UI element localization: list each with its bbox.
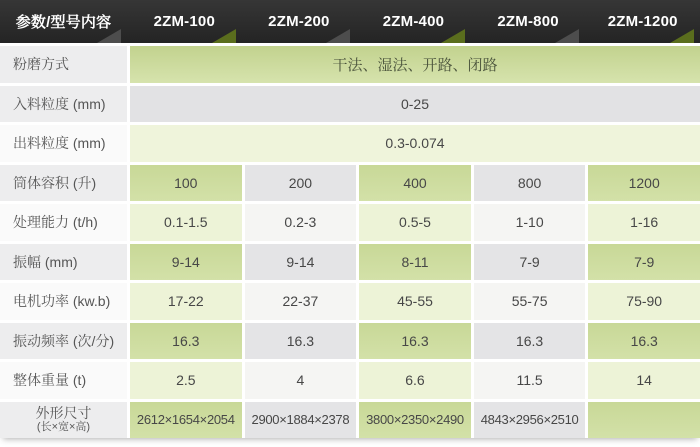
table-body	[0, 46, 700, 438]
dimensions-label: 外形尺寸	[35, 405, 92, 422]
value-cell: 7-9	[474, 244, 586, 281]
corner-triangle-dark-icon	[97, 29, 121, 43]
value-cell: 800	[474, 165, 586, 202]
row-label-vibration-frequency: 振动频率 (次/分)	[0, 323, 127, 360]
corner-triangle-dark-icon	[555, 29, 579, 43]
value-cell: 14	[588, 362, 700, 399]
value-cell: 6.6	[359, 362, 471, 399]
row-label-motor-power: 电机功率 (kw.b)	[0, 283, 127, 320]
value-cell: 16.3	[474, 323, 586, 360]
value-cell: 9-14	[130, 244, 242, 281]
value-cell: 1200	[588, 165, 700, 202]
value-output-size: 0.3-0.074	[130, 125, 700, 162]
header-model-label: 2ZM-400	[382, 13, 445, 30]
header-model-label: 2ZM-800	[497, 13, 559, 30]
header-2zm-1200	[585, 0, 700, 43]
header-param-label: 参数/型号内容	[15, 14, 112, 31]
value-cell: 0.1-1.5	[130, 204, 242, 241]
value-cell: 1-10	[474, 204, 586, 241]
row-label-feed-size: 入料粒度 (mm)	[0, 86, 127, 123]
value-cell: 9-14	[245, 244, 357, 281]
header-2zm-100	[127, 0, 242, 43]
row-label-amplitude: 振幅 (mm)	[0, 244, 127, 281]
row-label-cylinder-volume: 筒体容积 (升)	[0, 165, 127, 202]
value-cell: 55-75	[474, 283, 586, 320]
value-cell: 1-16	[588, 204, 700, 241]
row-label-total-weight: 整体重量 (t)	[0, 362, 127, 399]
row-label-grinding-method: 粉磨方式	[0, 46, 127, 83]
value-cell: 17-22	[130, 283, 242, 320]
corner-triangle-green-icon	[441, 29, 465, 43]
value-cell: 11.5	[474, 362, 586, 399]
header-2zm-800	[471, 0, 586, 43]
dimensions-sublabel: (长×宽×高)	[36, 421, 91, 434]
table-header-row	[0, 0, 700, 43]
header-model-label: 2ZM-200	[268, 13, 330, 30]
header-model-label: 2ZM-100	[153, 13, 216, 30]
value-cell: 200	[245, 165, 357, 202]
value-cell: 2612×1654×2054	[130, 402, 242, 439]
value-cell: 2900×1884×2378	[245, 402, 357, 439]
value-grinding-method: 干法、湿法、开路、闭路	[130, 46, 700, 83]
value-feed-size: 0-25	[130, 86, 700, 123]
value-cell: 0.2-3	[245, 204, 357, 241]
value-cell: 8-11	[359, 244, 471, 281]
header-2zm-200	[242, 0, 357, 43]
value-cell: 2.5	[130, 362, 242, 399]
value-cell: 3800×2350×2490	[359, 402, 471, 439]
value-cell: 16.3	[359, 323, 471, 360]
value-cell: 400	[359, 165, 471, 202]
value-cell: 45-55	[359, 283, 471, 320]
value-cell: 4	[245, 362, 357, 399]
value-cell: 75-90	[588, 283, 700, 320]
value-cell: 0.5-5	[359, 204, 471, 241]
value-cell: 16.3	[588, 323, 700, 360]
corner-triangle-green-icon	[670, 29, 694, 43]
corner-triangle-green-icon	[212, 29, 236, 43]
value-cell: 16.3	[130, 323, 242, 360]
value-cell: 16.3	[245, 323, 357, 360]
header-model-label: 2ZM-1200	[607, 13, 678, 30]
header-2zm-400	[356, 0, 471, 43]
value-cell: 22-37	[245, 283, 357, 320]
value-cell: 4843×2956×2510	[474, 402, 586, 439]
corner-triangle-dark-icon	[326, 29, 350, 43]
header-param-column	[0, 0, 127, 43]
row-label-overall-dimensions	[0, 402, 127, 439]
row-label-output-size: 出料粒度 (mm)	[0, 125, 127, 162]
row-label-capacity: 处理能力 (t/h)	[0, 204, 127, 241]
value-cell	[588, 402, 700, 439]
value-cell: 7-9	[588, 244, 700, 281]
value-cell: 100	[130, 165, 242, 202]
